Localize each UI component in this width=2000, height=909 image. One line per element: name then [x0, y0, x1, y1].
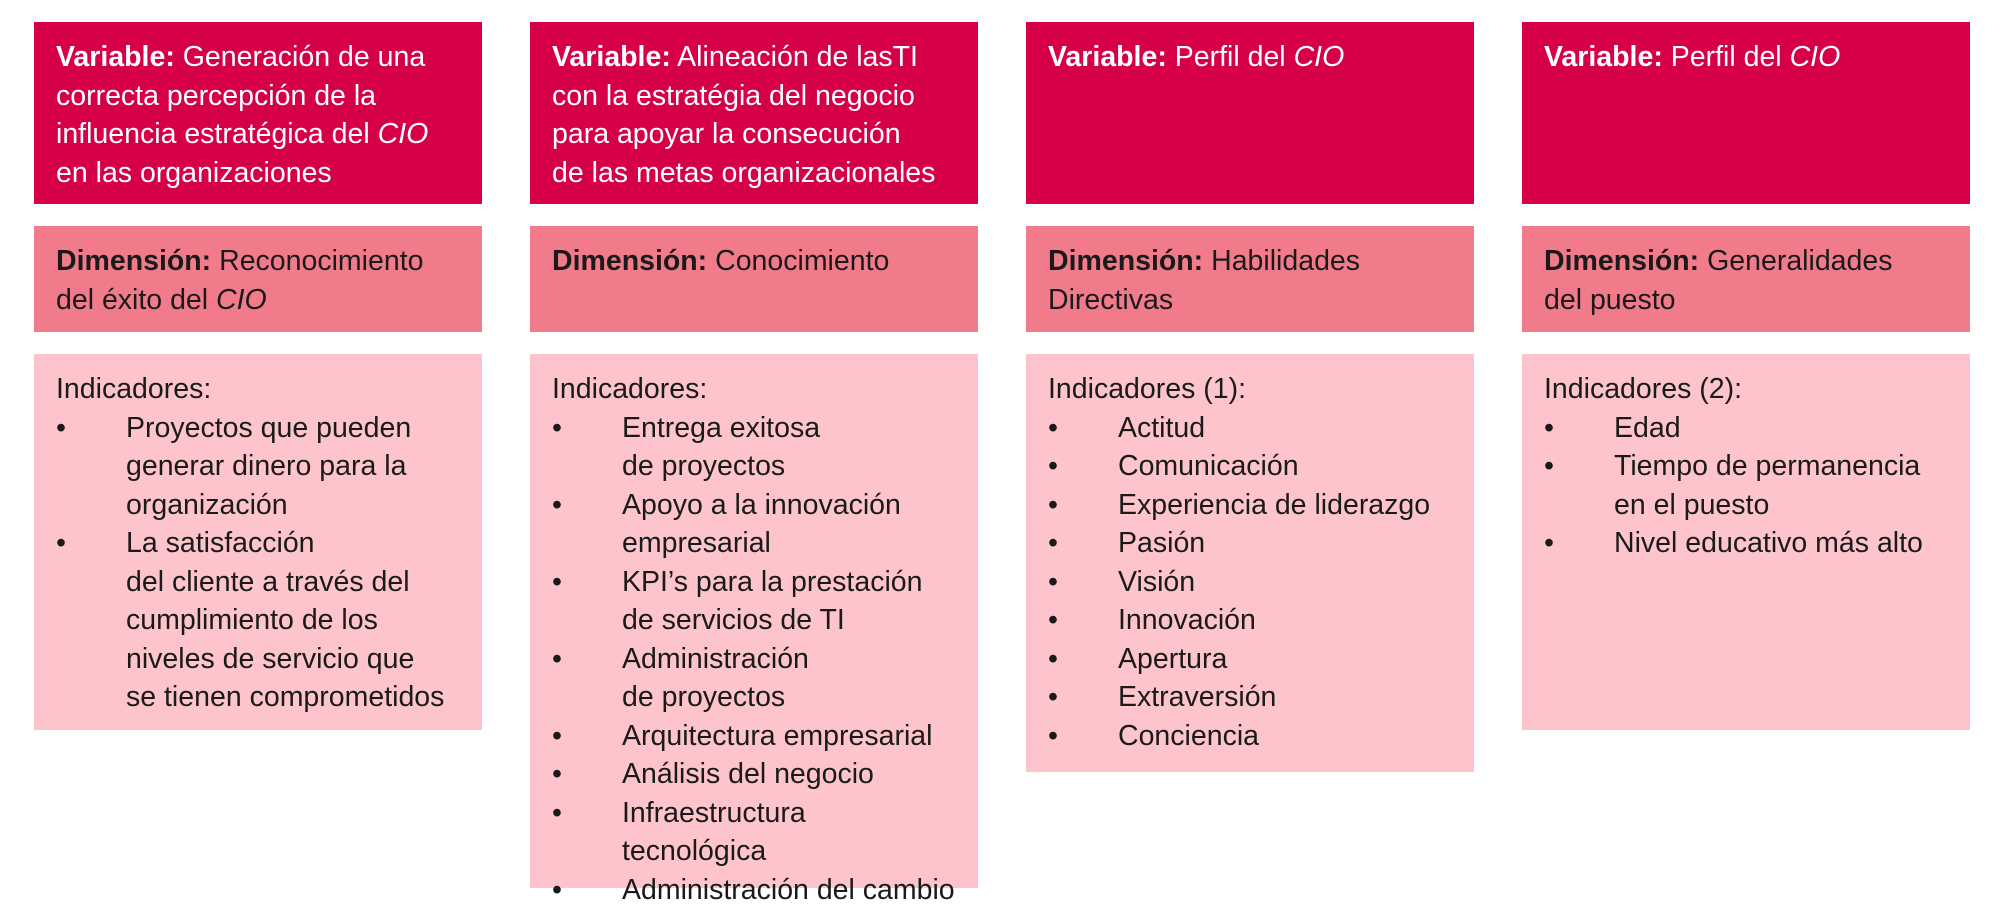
bullet-icon: •	[552, 640, 582, 679]
list-item: • Arquitectura empresarial	[552, 717, 956, 756]
dimension-emphasis: CIO	[216, 284, 267, 316]
bullet-icon: •	[1048, 486, 1078, 525]
variable-box	[1522, 22, 1970, 204]
list-item: • Entrega exitosa de proyectos	[552, 409, 956, 486]
variable-label: Variable:	[56, 41, 175, 73]
indicators-box	[530, 354, 978, 888]
variable-text: Perfil del	[1167, 41, 1294, 73]
variable-tail: en las organizaciones	[56, 157, 332, 189]
bullet-icon: •	[1048, 524, 1078, 563]
indicators-title: Indicadores (2):	[1544, 370, 1948, 409]
list-item: • Visión	[1048, 563, 1452, 602]
variable-label: Variable:	[1048, 41, 1167, 73]
bullet-icon: •	[552, 871, 582, 909]
variable-box	[1026, 22, 1474, 204]
dimension-box	[34, 226, 482, 332]
bullet-icon: •	[1048, 409, 1078, 448]
indicators-title: Indicadores (1):	[1048, 370, 1452, 409]
variable-emphasis: CIO	[1294, 41, 1345, 73]
list-item: • Extraversión	[1048, 678, 1452, 717]
dimension-box	[530, 226, 978, 332]
list-item: • Nivel educativo más alto	[1544, 524, 1948, 563]
bullet-icon: •	[1048, 447, 1078, 486]
bullet-icon: •	[552, 486, 582, 525]
variable-label: Variable:	[552, 41, 671, 73]
bullet-icon: •	[552, 563, 582, 602]
list-item: • Edad	[1544, 409, 1948, 448]
bullet-icon: •	[1048, 601, 1078, 640]
bullet-icon: •	[552, 755, 582, 794]
bullet-icon: •	[1048, 640, 1078, 679]
list-item: • Experiencia de liderazgo	[1048, 486, 1452, 525]
list-item: • Proyectos que pueden generar dinero para la organización	[56, 409, 460, 525]
dimension-label: Dimensión:	[56, 245, 211, 277]
list-item: • Apertura	[1048, 640, 1452, 679]
list-item: • KPI’s para la prestación de servicios de TI	[552, 563, 956, 640]
variable-emphasis: CIO	[1790, 41, 1841, 73]
bullet-icon: •	[56, 524, 86, 563]
indicators-box	[34, 354, 482, 730]
bullet-icon: •	[1544, 409, 1574, 448]
list-item: • Pasión	[1048, 524, 1452, 563]
bullet-icon: •	[1048, 717, 1078, 756]
list-item: • Análisis del negocio	[552, 755, 956, 794]
list-item: • Infraestructura tecnológica	[552, 794, 956, 871]
bullet-icon: •	[1048, 563, 1078, 602]
indicators-list	[1048, 409, 1452, 756]
list-item: • Innovación	[1048, 601, 1452, 640]
dimension-box	[1026, 226, 1474, 332]
variable-emphasis: CIO	[378, 118, 429, 150]
column-1	[34, 22, 482, 730]
variable-label: Variable:	[1544, 41, 1663, 73]
dimension-text: Generalidades del puesto	[1544, 245, 1892, 316]
bullet-icon: •	[56, 409, 86, 448]
indicators-title: Indicadores:	[56, 370, 460, 409]
dimension-text: Reconocimiento del éxito del	[56, 245, 423, 316]
variable-text: Alineación de lasTI con la estratégia del negocio para apoyar la consecución de las metas organizacionales	[552, 41, 935, 189]
list-item: • Administración de proyectos	[552, 640, 956, 717]
variable-text: Generación de una correcta percepción de la influencia estratégica del	[56, 41, 425, 150]
list-item: • Tiempo de permanencia en el puesto	[1544, 447, 1948, 524]
variable-box	[34, 22, 482, 204]
variable-text: Perfil del	[1663, 41, 1790, 73]
dimension-text: Habilidades Directivas	[1048, 245, 1360, 316]
bullet-icon: •	[1544, 447, 1574, 486]
column-3	[1026, 22, 1474, 772]
bullet-icon: •	[552, 717, 582, 756]
variable-box	[530, 22, 978, 204]
indicators-box	[1026, 354, 1474, 772]
list-item: • Actitud	[1048, 409, 1452, 448]
dimension-label: Dimensión:	[552, 245, 707, 277]
list-item: • Apoyo a la innovación empresarial	[552, 486, 956, 563]
indicators-list	[56, 409, 460, 717]
bullet-icon: •	[552, 794, 582, 833]
column-4	[1522, 22, 1970, 730]
bullet-icon: •	[1544, 524, 1574, 563]
list-item: • Comunicación	[1048, 447, 1452, 486]
dimension-label: Dimensión:	[1048, 245, 1203, 277]
dimension-label: Dimensión:	[1544, 245, 1699, 277]
list-item: • Administración del cambio	[552, 871, 956, 909]
column-2	[530, 22, 978, 888]
list-item: • La satisfacción del cliente a través del cumplimiento de los niveles de servicio que se tienen comprometidos	[56, 524, 460, 717]
bullet-icon: •	[1048, 678, 1078, 717]
indicators-box	[1522, 354, 1970, 730]
indicators-title: Indicadores:	[552, 370, 956, 409]
indicators-list	[552, 409, 956, 909]
bullet-icon: •	[552, 409, 582, 448]
indicators-list	[1544, 409, 1948, 563]
dimension-box	[1522, 226, 1970, 332]
list-item: • Conciencia	[1048, 717, 1452, 756]
dimension-text: Conocimiento	[707, 245, 889, 277]
